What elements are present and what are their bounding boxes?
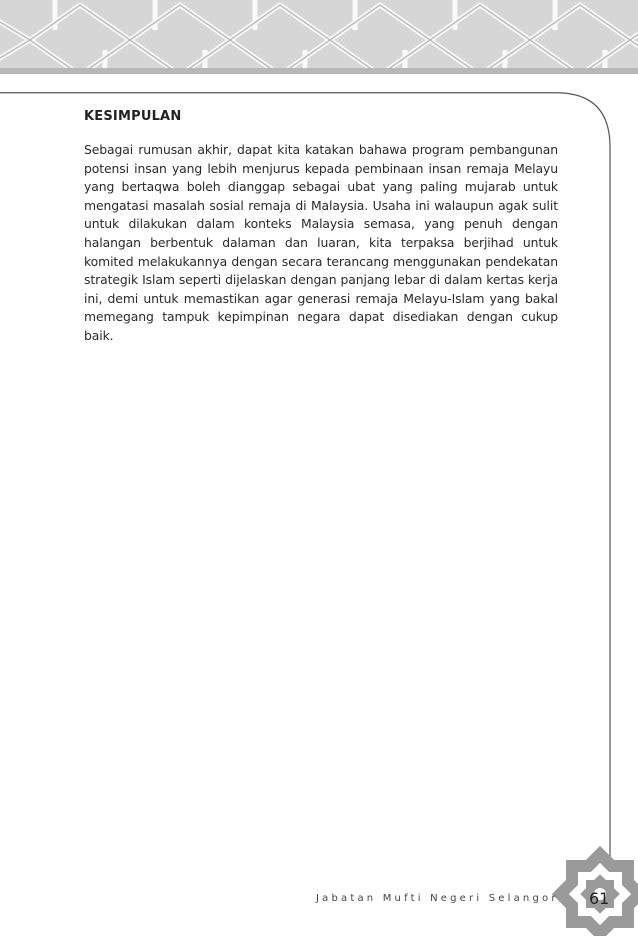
header-pattern-band (0, 0, 638, 74)
section-heading: KESIMPULAN (84, 109, 182, 124)
islamic-pattern-icon (0, 0, 638, 74)
rosette-ornament-icon (540, 838, 638, 936)
footer-organization: Jabatan Mufti Negeri Selangor (316, 893, 559, 904)
page-number: 61 (589, 889, 610, 908)
body-paragraph: Sebagai rumusan akhir, dapat kita katakan bahawa program pembangunan potensi insan yang lebih menjurus kepada pembinaan insan remaja Melayu yang bertaqwa boleh dianggap sebagai ubat yang paling mujarab untuk mengatasi masalah sosial remaja di Malaysia. Usaha ini walaupun agak sulit untuk dilakukan dalam konteks Malaysia semasa, yang penuh dengan halangan berbentuk dalaman dan luaran, kita terpaksa berjihad untuk komited melakukannya dengan secara terancang menggunakan pendekatan strategik Islam seperti dijelaskan dengan panjang lebar di dalam kertas kerja ini, demi untuk memastikan agar generasi remaja Melayu-Islam yang bakal memegang tampuk kepimpinan negara dapat disediakan dengan cukup baik. (84, 142, 558, 343)
